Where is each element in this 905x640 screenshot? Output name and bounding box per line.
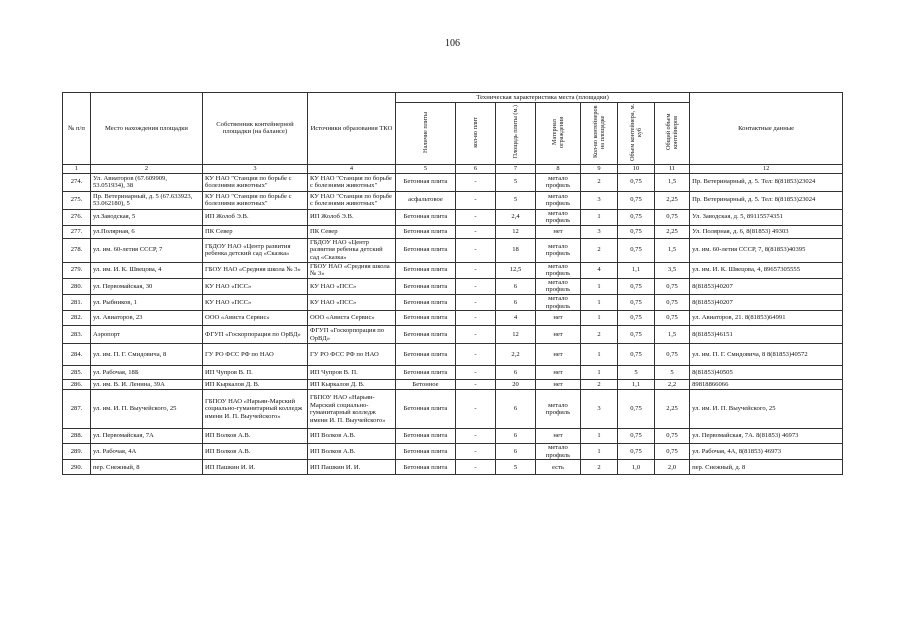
row-contact: ул. им. П. Г. Смидовича, 8 8(81853)40572 (690, 344, 843, 366)
row-fence: нет (536, 225, 581, 238)
row-source: ИП Пашкин И. И. (308, 460, 396, 475)
row-plate-count: - (456, 460, 496, 475)
row-owner: ИП Волков А.В. (203, 429, 308, 444)
row-container-volume: 0,75 (618, 344, 655, 366)
row-owner: ГБОУ НАО «Средняя школа № 3» (203, 262, 308, 278)
row-owner: ООО «Ависта Сервис» (203, 311, 308, 326)
row-source: ФГУП «Госкорпорация по ОрВД» (308, 326, 396, 344)
row-number: 278. (63, 238, 91, 262)
row-plate-area: 2,4 (496, 209, 536, 225)
row-plate-count: - (456, 429, 496, 444)
row-place: ул. им. П. Г. Смидовича, 8 (91, 344, 203, 366)
row-plate: Бетонная плита (396, 326, 456, 344)
row-container-volume: 0,75 (618, 429, 655, 444)
row-container-count: 1 (581, 444, 618, 460)
row-place: ул. им. 60-летия СССР, 7 (91, 238, 203, 262)
row-container-volume: 5 (618, 366, 655, 380)
row-place: ул. Первомайская, 30 (91, 278, 203, 294)
row-plate-count: - (456, 278, 496, 294)
row-container-volume: 1,1 (618, 380, 655, 390)
row-fence: нет (536, 429, 581, 444)
row-place: ул. Рабочая, 18Б (91, 366, 203, 380)
header-container-count: Кол-во контейнеров на площадке (581, 103, 618, 165)
row-plate-area: 5 (496, 460, 536, 475)
row-plate-area: 6 (496, 278, 536, 294)
row-plate: Бетонная плита (396, 390, 456, 429)
row-contact: Ул. Заводская, д. 5, 89115574351 (690, 209, 843, 225)
row-contact: Ул. Полярная, д. 6, 8(81853) 49303 (690, 225, 843, 238)
row-number: 283. (63, 326, 91, 344)
row-contact: пер. Снежный, д. 8 (690, 460, 843, 475)
row-owner: ИП Кыркалов Д. В. (203, 380, 308, 390)
row-fence: метало профиль (536, 238, 581, 262)
row-source: ООО «Ависта Сервис» (308, 311, 396, 326)
row-plate-area: 6 (496, 390, 536, 429)
row-owner: ПК Север (203, 225, 308, 238)
row-total-volume: 2,25 (655, 390, 690, 429)
row-plate-count: - (456, 191, 496, 209)
row-contact: ул. им. 60-летия СССР, 7, 8(81853)40395 (690, 238, 843, 262)
row-fence: есть (536, 460, 581, 475)
row-source: ИП Волков А.В. (308, 429, 396, 444)
row-total-volume: 2,0 (655, 460, 690, 475)
row-fence: нет (536, 311, 581, 326)
row-place: ул. Рабочая, 4А (91, 444, 203, 460)
table-row (63, 225, 843, 238)
row-plate: Бетонная плита (396, 366, 456, 380)
row-fence: метало профиль (536, 173, 581, 191)
row-plate: Бетонная плита (396, 209, 456, 225)
row-number: 287. (63, 390, 91, 429)
row-container-count: 3 (581, 225, 618, 238)
row-fence: метало профиль (536, 278, 581, 294)
page-number: 106 (445, 38, 460, 49)
row-total-volume: 0,75 (655, 294, 690, 310)
row-source: ГБОУ НАО «Средняя школа № 3» (308, 262, 396, 278)
row-plate-area: 6 (496, 429, 536, 444)
row-fence: нет (536, 366, 581, 380)
row-plate-area: 12,5 (496, 262, 536, 278)
row-total-volume: 2,2 (655, 380, 690, 390)
header-plate-count: кол-во плит (456, 103, 496, 165)
row-container-volume: 0,75 (618, 191, 655, 209)
header-contacts: Контактные данные (690, 93, 843, 165)
row-plate: Бетонная плита (396, 278, 456, 294)
row-owner: КУ НАО «ПСС» (203, 278, 308, 294)
row-plate-count: - (456, 294, 496, 310)
row-contact: ул. Авиаторов, 21. 8(81853)64991 (690, 311, 843, 326)
row-total-volume: 3,5 (655, 262, 690, 278)
row-plate: Бетонная плита (396, 344, 456, 366)
row-number: 284. (63, 344, 91, 366)
row-source: ИП Кыркалов Д. В. (308, 380, 396, 390)
header-container-volume: Объем контейнера, м. куб (618, 103, 655, 165)
row-plate: Бетонная плита (396, 173, 456, 191)
row-container-volume: 0,75 (618, 173, 655, 191)
row-number: 280. (63, 278, 91, 294)
column-number: 3 (203, 164, 308, 173)
row-total-volume: 1,5 (655, 238, 690, 262)
row-plate: Бетонная плита (396, 429, 456, 444)
row-plate-area: 6 (496, 294, 536, 310)
row-plate: Бетонная плита (396, 262, 456, 278)
row-number: 276. (63, 209, 91, 225)
row-number: 289. (63, 444, 91, 460)
table-row (63, 311, 843, 326)
row-plate-count: - (456, 380, 496, 390)
row-container-count: 1 (581, 344, 618, 366)
row-container-volume: 0,75 (618, 294, 655, 310)
column-number: 7 (496, 164, 536, 173)
row-number: 290. (63, 460, 91, 475)
row-container-volume: 1,0 (618, 460, 655, 475)
row-owner: ИП Пашкин И. И. (203, 460, 308, 475)
header-total-volume: Общий объем контейнеров (655, 103, 690, 165)
row-total-volume: 5 (655, 366, 690, 380)
row-contact: 8(81853)40207 (690, 278, 843, 294)
row-container-count: 1 (581, 429, 618, 444)
column-number: 12 (690, 164, 843, 173)
row-fence: метало профиль (536, 191, 581, 209)
header-plate-area: Площадь плиты (м.) (496, 103, 536, 165)
row-plate: Бетонная плита (396, 238, 456, 262)
row-container-volume: 1,1 (618, 262, 655, 278)
row-contact: ул. им. И. К. Швецова, 4, 89657305555 (690, 262, 843, 278)
row-source: ИП Волков А.В. (308, 444, 396, 460)
row-plate-count: - (456, 366, 496, 380)
row-number: 277. (63, 225, 91, 238)
row-place: Ул. Авиаторов (67.609909, 53.051934), 38 (91, 173, 203, 191)
row-place: ул.Полярная, 6 (91, 225, 203, 238)
column-number-row (63, 164, 843, 173)
row-total-volume: 0,75 (655, 444, 690, 460)
row-plate-count: - (456, 444, 496, 460)
row-container-count: 1 (581, 311, 618, 326)
row-container-count: 3 (581, 390, 618, 429)
row-plate-area: 12 (496, 326, 536, 344)
column-number: 1 (63, 164, 91, 173)
row-source: КУ НАО "Станция по борьбе с болезнями животных" (308, 173, 396, 191)
row-total-volume: 0,75 (655, 278, 690, 294)
row-fence: нет (536, 380, 581, 390)
table-row (63, 429, 843, 444)
header-plate-presence: Наличие плиты (396, 103, 456, 165)
table-row (63, 191, 843, 209)
row-source: КУ НАО «ПСС» (308, 278, 396, 294)
row-container-volume: 0,75 (618, 209, 655, 225)
row-contact: 89818866066 (690, 380, 843, 390)
column-number: 10 (618, 164, 655, 173)
row-plate-count: - (456, 311, 496, 326)
row-plate: Бетонная плита (396, 294, 456, 310)
row-container-count: 2 (581, 238, 618, 262)
row-container-volume: 0,75 (618, 444, 655, 460)
table-row (63, 380, 843, 390)
row-contact: ул. Первомайская, 7А. 8(81853) 46973 (690, 429, 843, 444)
column-number: 2 (91, 164, 203, 173)
row-place: ул.Заводская, 5 (91, 209, 203, 225)
column-number: 11 (655, 164, 690, 173)
row-container-volume: 0,75 (618, 311, 655, 326)
row-source: ГБДОУ НАО «Центр развития ребенка детский сад «Сказка» (308, 238, 396, 262)
header-source: Источники образования ТКО (308, 93, 396, 165)
row-plate-count: - (456, 390, 496, 429)
row-plate: Бетонное (396, 380, 456, 390)
row-container-count: 2 (581, 326, 618, 344)
row-contact: ул. Рабочая, 4А, 8(81853) 46973 (690, 444, 843, 460)
table-row (63, 344, 843, 366)
row-plate-area: 5 (496, 191, 536, 209)
row-fence: нет (536, 344, 581, 366)
header-fence-material: Материал ограждения (536, 103, 581, 165)
row-source: ПК Север (308, 225, 396, 238)
row-container-count: 1 (581, 278, 618, 294)
table-row (63, 294, 843, 310)
row-plate-area: 18 (496, 238, 536, 262)
row-number: 282. (63, 311, 91, 326)
table-row (63, 444, 843, 460)
column-number: 4 (308, 164, 396, 173)
row-container-volume: 0,75 (618, 390, 655, 429)
row-plate-area: 6 (496, 444, 536, 460)
row-container-count: 1 (581, 209, 618, 225)
row-owner: ИП Жолоб Э.В. (203, 209, 308, 225)
row-container-count: 2 (581, 460, 618, 475)
row-contact: Пр. Ветеринарный, д. 5. Тел: 8(81853)23024 (690, 191, 843, 209)
row-total-volume: 0,75 (655, 311, 690, 326)
row-source: ГУ РО ФСС РФ по НАО (308, 344, 396, 366)
row-owner: ФГУП «Госкорпорация по ОрВД» (203, 326, 308, 344)
row-container-count: 3 (581, 191, 618, 209)
row-total-volume: 0,75 (655, 344, 690, 366)
row-container-volume: 0,75 (618, 238, 655, 262)
column-number: 8 (536, 164, 581, 173)
row-contact: 8(81853)46151 (690, 326, 843, 344)
row-source: КУ НАО "Станция по борьбе с болезнями животных" (308, 191, 396, 209)
row-fence: метало профиль (536, 209, 581, 225)
row-place: ул. Рыбников, 1 (91, 294, 203, 310)
waste-sites-table (62, 92, 843, 475)
row-container-count: 4 (581, 262, 618, 278)
row-fence: метало профиль (536, 444, 581, 460)
table-row (63, 173, 843, 191)
row-place: ул. им. В. И. Ленина, 39А (91, 380, 203, 390)
row-number: 285. (63, 366, 91, 380)
row-fence: метало профиль (536, 390, 581, 429)
row-container-count: 2 (581, 380, 618, 390)
row-plate: Бетонная плита (396, 225, 456, 238)
row-number: 274. (63, 173, 91, 191)
row-owner: ГБПОУ НАО «Нарьян-Марский социально-гуманитарный колледж имени И. П. Выучейского» (203, 390, 308, 429)
row-contact: 8(81853)40207 (690, 294, 843, 310)
table-row (63, 390, 843, 429)
row-plate-area: 12 (496, 225, 536, 238)
row-total-volume: 0,75 (655, 429, 690, 444)
row-plate-area: 20 (496, 380, 536, 390)
table-row (63, 262, 843, 278)
row-container-count: 1 (581, 366, 618, 380)
row-plate-area: 5 (496, 173, 536, 191)
row-total-volume: 2,25 (655, 225, 690, 238)
table-row (63, 209, 843, 225)
row-owner: КУ НАО "Станция по борьбе с болезнями животных" (203, 191, 308, 209)
row-plate-area: 6 (496, 366, 536, 380)
row-owner: ИП Чупров В. П. (203, 366, 308, 380)
row-owner: КУ НАО «ПСС» (203, 294, 308, 310)
row-plate-count: - (456, 326, 496, 344)
header-owner: Собственник контейнерной площадки (на балансе) (203, 93, 308, 165)
row-total-volume: 0,75 (655, 209, 690, 225)
row-contact: ул. им. И. П. Выучейского, 25 (690, 390, 843, 429)
row-container-count: 1 (581, 294, 618, 310)
row-place: ул. Первомайская, 7А (91, 429, 203, 444)
row-plate: асфальтовое (396, 191, 456, 209)
column-number: 6 (456, 164, 496, 173)
row-number: 286. (63, 380, 91, 390)
row-plate: Бетонная плита (396, 460, 456, 475)
row-container-count: 2 (581, 173, 618, 191)
row-number: 279. (63, 262, 91, 278)
column-number: 5 (396, 164, 456, 173)
row-number: 281. (63, 294, 91, 310)
table-row (63, 326, 843, 344)
row-total-volume: 1,5 (655, 173, 690, 191)
row-container-volume: 0,75 (618, 225, 655, 238)
row-plate-area: 4 (496, 311, 536, 326)
row-fence: метало профиль (536, 294, 581, 310)
row-number: 275. (63, 191, 91, 209)
row-owner: ГУ РО ФСС РФ по НАО (203, 344, 308, 366)
row-owner: ГБДОУ НАО «Центр развития ребенка детский сад «Сказка» (203, 238, 308, 262)
table-row (63, 366, 843, 380)
row-fence: метало профиль (536, 262, 581, 278)
row-place: ул. им. И. К. Швецова, 4 (91, 262, 203, 278)
row-plate-count: - (456, 225, 496, 238)
row-source: ГБПОУ НАО «Нарьян-Марский социально-гуманитарный колледж имени И. П. Выучейского» (308, 390, 396, 429)
table-row (63, 460, 843, 475)
row-plate-area: 2,2 (496, 344, 536, 366)
row-plate: Бетонная плита (396, 311, 456, 326)
row-plate-count: - (456, 238, 496, 262)
row-plate-count: - (456, 209, 496, 225)
header-num: № п/п (63, 93, 91, 165)
row-contact: Пр. Ветеринарный, д. 5. Тел: 8(81853)23024 (690, 173, 843, 191)
row-plate-count: - (456, 262, 496, 278)
row-place: Аэропорт (91, 326, 203, 344)
table-row (63, 238, 843, 262)
row-number: 288. (63, 429, 91, 444)
row-owner: ИП Волков А.В. (203, 444, 308, 460)
header-place: Место нахождения площадки (91, 93, 203, 165)
row-plate-count: - (456, 344, 496, 366)
header-tech: Техническая характеристика места (площадки) (396, 93, 690, 103)
row-contact: 8(81853)40505 (690, 366, 843, 380)
row-place: Пр. Ветеринарный, д. 5 (67.633923, 53.062180), 5 (91, 191, 203, 209)
row-source: ИП Чупров В. П. (308, 366, 396, 380)
row-source: ИП Жолоб Э.В. (308, 209, 396, 225)
row-owner: КУ НАО "Станция по борьбе с болезнями животных" (203, 173, 308, 191)
table-row (63, 278, 843, 294)
row-total-volume: 2,25 (655, 191, 690, 209)
row-plate-count: - (456, 173, 496, 191)
row-source: КУ НАО «ПСС» (308, 294, 396, 310)
row-fence: нет (536, 326, 581, 344)
row-container-volume: 0,75 (618, 326, 655, 344)
column-number: 9 (581, 164, 618, 173)
row-plate: Бетонная плита (396, 444, 456, 460)
row-container-volume: 0,75 (618, 278, 655, 294)
table-body (63, 173, 843, 475)
row-total-volume: 1,5 (655, 326, 690, 344)
row-place: пер. Снежный, 8 (91, 460, 203, 475)
row-place: ул. им. И. П. Выучейского, 25 (91, 390, 203, 429)
row-place: ул. Авиаторов, 23 (91, 311, 203, 326)
